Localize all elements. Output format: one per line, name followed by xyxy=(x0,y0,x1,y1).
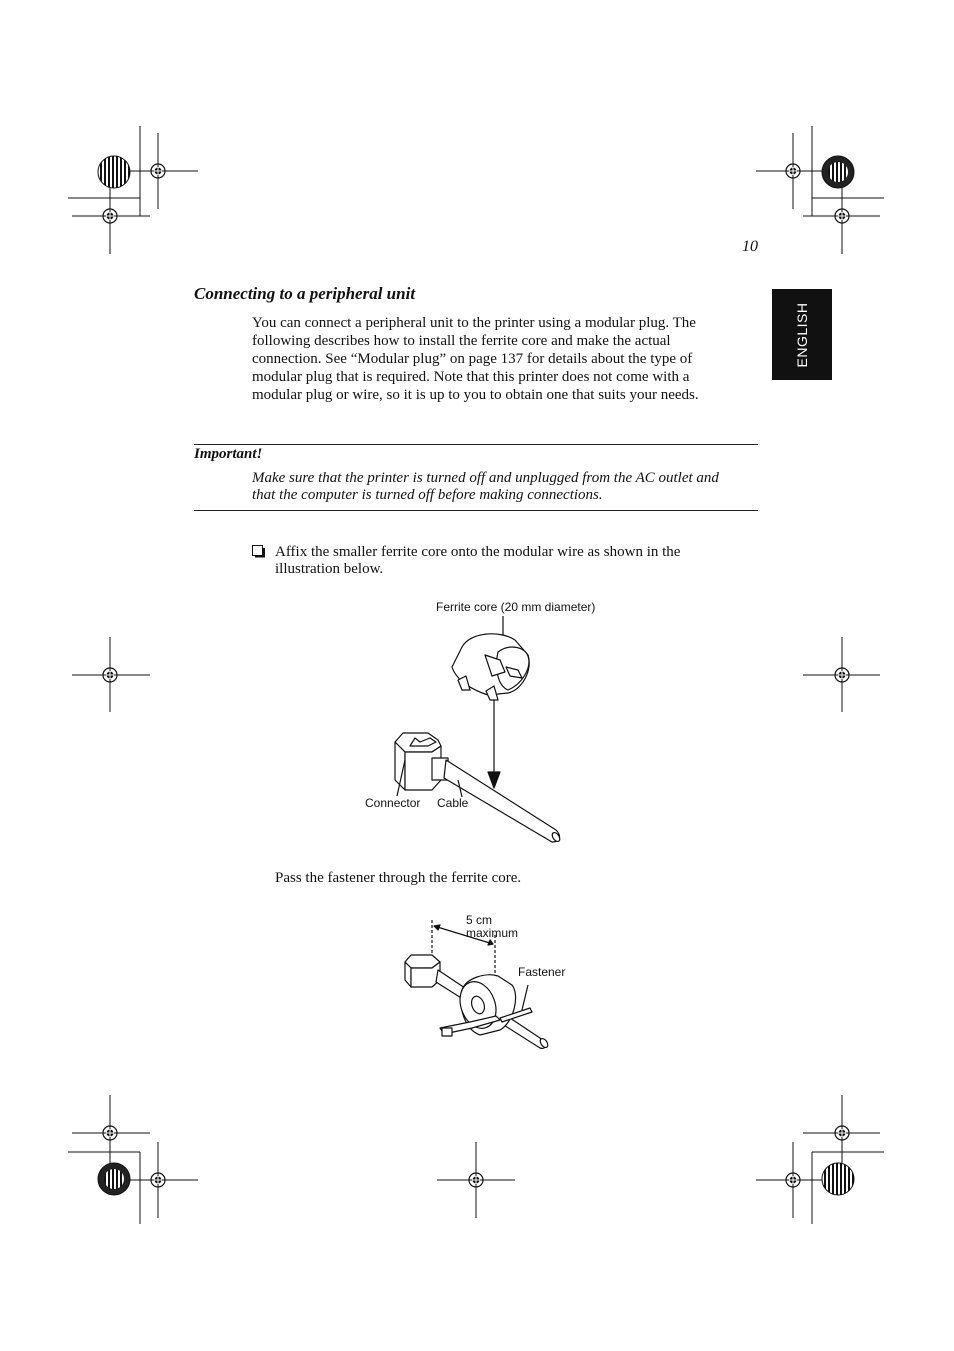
intro-paragraph xyxy=(252,314,742,404)
distance-label-line: maximum xyxy=(466,926,519,940)
intro-line: modular plug that is required. Note that this printer does not come with a xyxy=(252,369,690,385)
cable-label: Cable xyxy=(437,796,469,810)
important-line: that the computer is turned off before making connections. xyxy=(252,487,603,503)
intro-line: connection. See “Modular plug” on page 137 for details about the type of xyxy=(252,351,693,367)
important-line: Make sure that the printer is turned off and unplugged from the AC outlet and xyxy=(252,470,719,486)
checkbox-bullet-icon xyxy=(252,545,265,558)
important-label: Important! xyxy=(194,446,263,462)
important-top-rule xyxy=(194,444,758,445)
language-tab-label: ENGLISH xyxy=(794,302,810,367)
intro-line: You can connect a peripheral unit to the printer using a modular plug. The xyxy=(252,315,696,331)
distance-label-line: 5 cm xyxy=(466,913,493,927)
ferrite-core-label: Ferrite core (20 mm diameter) xyxy=(436,600,596,614)
page-number: 10 xyxy=(742,238,758,255)
connector-label: Connector xyxy=(365,796,421,810)
language-tab xyxy=(772,289,832,380)
important-bottom-rule xyxy=(194,510,758,511)
ferrite-connector-illustration xyxy=(355,615,575,850)
section-title: Connecting to a peripheral unit xyxy=(194,284,416,303)
intro-line: modular plug or wire, so it is up to you to obtain one that suits your needs. xyxy=(252,387,699,403)
step-line: illustration below. xyxy=(275,561,384,577)
fastener-label: Fastener xyxy=(518,965,566,979)
pass-fastener-text: Pass the fastener through the ferrite core. xyxy=(275,870,522,886)
fastener-illustration xyxy=(395,915,565,1055)
important-text xyxy=(252,470,758,504)
step-line: Affix the smaller ferrite core onto the modular wire as shown in the xyxy=(275,544,681,560)
step-text xyxy=(275,544,745,578)
intro-line: following describes how to install the ferrite core and make the actual xyxy=(252,333,671,349)
